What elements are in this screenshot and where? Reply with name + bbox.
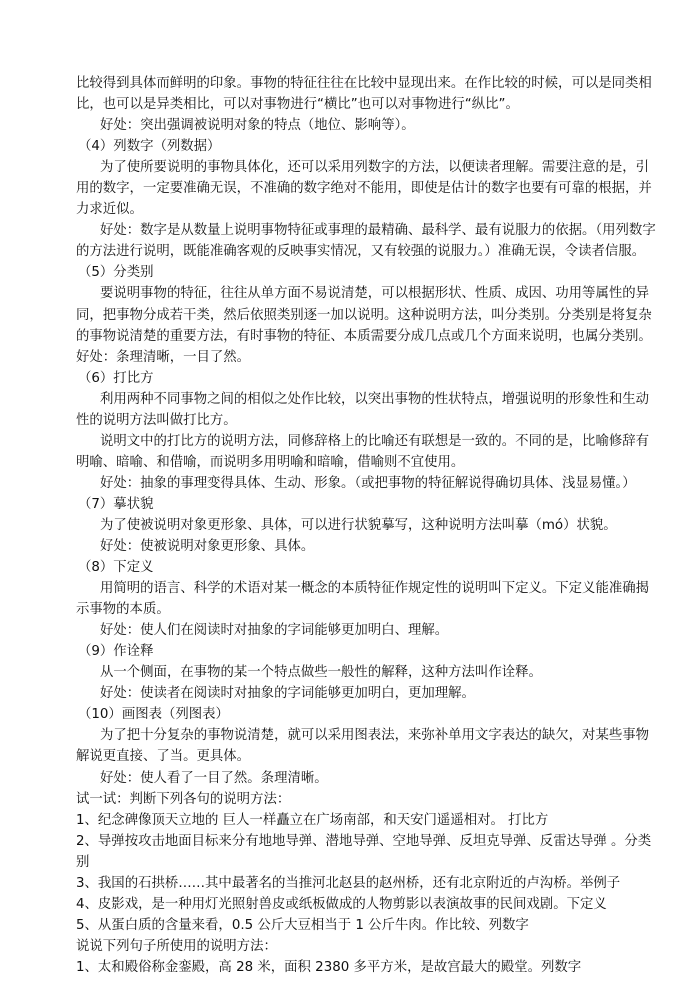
benefit-line: 好处：使人们在阅读时对抽象的字词能够更加明白、理解。 — [100, 623, 449, 639]
paragraph-line: 明喻、暗喻、和借喻，而说明多用明喻和暗喻，借喻则不宜使用。 — [76, 454, 465, 470]
benefit-line: 好处：突出强调被说明对象的特点（地位、影响等）。 — [100, 118, 415, 134]
exercise-item: 1、太和殿俗称金銮殿，高 28 米，面积 2380 多平方米，是故宫最大的殿堂。列数字 — [76, 959, 582, 975]
section-heading: （5）分类别 — [78, 265, 154, 281]
section-heading: （6）打比方 — [78, 370, 154, 386]
paragraph-line: 比，也可以是异类相比，可以对事物进行“横比”也可以对事物进行“纵比”。 — [76, 97, 519, 113]
paragraph-line: 的方法进行说明，既能准确客观的反映事实情况，又有较强的说服力。）准确无误，令读者信服。 — [76, 244, 646, 260]
exercise-item: 说说下列句子所使用的说明方法： — [76, 938, 277, 954]
benefit-line: 好处：使读者在阅读时对抽象的字词能够更加明白，更加理解。 — [100, 686, 475, 702]
paragraph-line: 为了使所要说明的事物具体化，还可以采用列数字的方法，以便读者理解。需要注意的是，引 — [100, 160, 650, 176]
exercise-item: 别 — [76, 854, 90, 870]
paragraph-line: 用简明的语言、科学的术语对某一概念的本质特征作规定性的说明叫下定义。下定义能准确揭 — [100, 581, 650, 597]
paragraph-line: 同，把事物分成若干类，然后依照类别逐一加以说明。这种说明方法，叫分类别。分类别是将复杂 — [76, 307, 652, 323]
exercise-heading: 试一试：判断下列各句的说明方法： — [76, 791, 291, 807]
paragraph-line: 解说更直接、了当。更具体。 — [76, 749, 251, 765]
section-heading: （9）作诠释 — [78, 644, 154, 660]
paragraph-line: 为了使被说明对象更形象、具体，可以进行状貌摹写，这种说明方法叫摹（mó）状貌。 — [100, 517, 617, 533]
paragraph-line: 比较得到具体而鲜明的印象。事物的特征往往在比较中显现出来。在作比较的时候，可以是同类相 — [76, 76, 652, 91]
section-heading: （8）下定义 — [78, 560, 154, 576]
paragraph-line: 示事物的本质。 — [76, 602, 170, 618]
benefit-line: 好处：数字是从数量上说明事物特征或事理的最精确、最科学、最有说服力的依据。（用列数字 — [100, 223, 656, 239]
exercise-item: 4、皮影戏，是一种用灯光照射兽皮或纸板做成的人物剪影以表演故事的民间戏剧。下定义 — [76, 896, 607, 912]
paragraph-line: 的事物说清楚的重要方法，有时事物的特征、本质需要分成几点或几个方面来说明，也属分类别。 — [76, 328, 652, 344]
exercise-item: 3、我国的石拱桥……其中最著名的当推河北赵县的赵州桥，还有北京附近的卢沟桥。举例子 — [76, 875, 621, 891]
benefit-line: 好处：使人看了一目了然。条理清晰。 — [100, 770, 328, 786]
exercise-item: 5、从蛋白质的含量来看，0.5 公斤大豆相当于 1 公斤牛肉。作比较、列数字 — [76, 917, 529, 933]
section-heading: （10）画图表（列图表） — [78, 707, 229, 723]
paragraph-line: 用的数字，一定要准确无误，不准确的数字绝对不能用，即使是估计的数字也要有可靠的根据，并 — [76, 181, 652, 197]
paragraph-line: 为了把十分复杂的事物说清楚，就可以采用图表法，来弥补单用文字表达的缺欠，对某些事物 — [100, 728, 650, 744]
benefit-line: 好处：条理清晰，一目了然。 — [76, 349, 251, 365]
paragraph-line: 力求近似。 — [76, 202, 143, 218]
exercise-item: 1、纪念碑像顶天立地的 巨人一样矗立在广场南部，和天安门遥遥相对。 打比方 — [76, 812, 549, 828]
benefit-line: 好处：抽象的事理变得具体、生动、形象。（或把事物的特征解说得确切具体、浅显易懂。） — [100, 475, 636, 491]
paragraph-line: 从一个侧面，在事物的某一个特点做些一般性的解释，这种方法叫作诠释。 — [100, 665, 542, 681]
paragraph-line: 性的说明方法叫做打比方。 — [76, 412, 237, 428]
paragraph-line: 要说明事物的特征，往往从单方面不易说清楚，可以根据形状、性质、成因、功用等属性的异 — [100, 286, 650, 302]
paragraph-line: 利用两种不同事物之间的相似之处作比较，以突出事物的性状特点，增强说明的形象性和生动 — [100, 391, 650, 407]
section-heading: （4）列数字（列数据） — [78, 139, 221, 155]
paragraph-line: 说明文中的打比方的说明方法，同修辞格上的比喻还有联想是一致的。不同的是，比喻修辞有 — [100, 433, 650, 449]
section-heading: （7）摹状貌 — [78, 496, 154, 512]
benefit-line: 好处：使被说明对象更形象、具体。 — [100, 539, 315, 555]
exercise-item: 2、导弹按攻击地面目标来分有地地导弹、潜地导弹、空地导弹、反坦克导弹、反雷达导弹 。分类 — [76, 833, 652, 849]
